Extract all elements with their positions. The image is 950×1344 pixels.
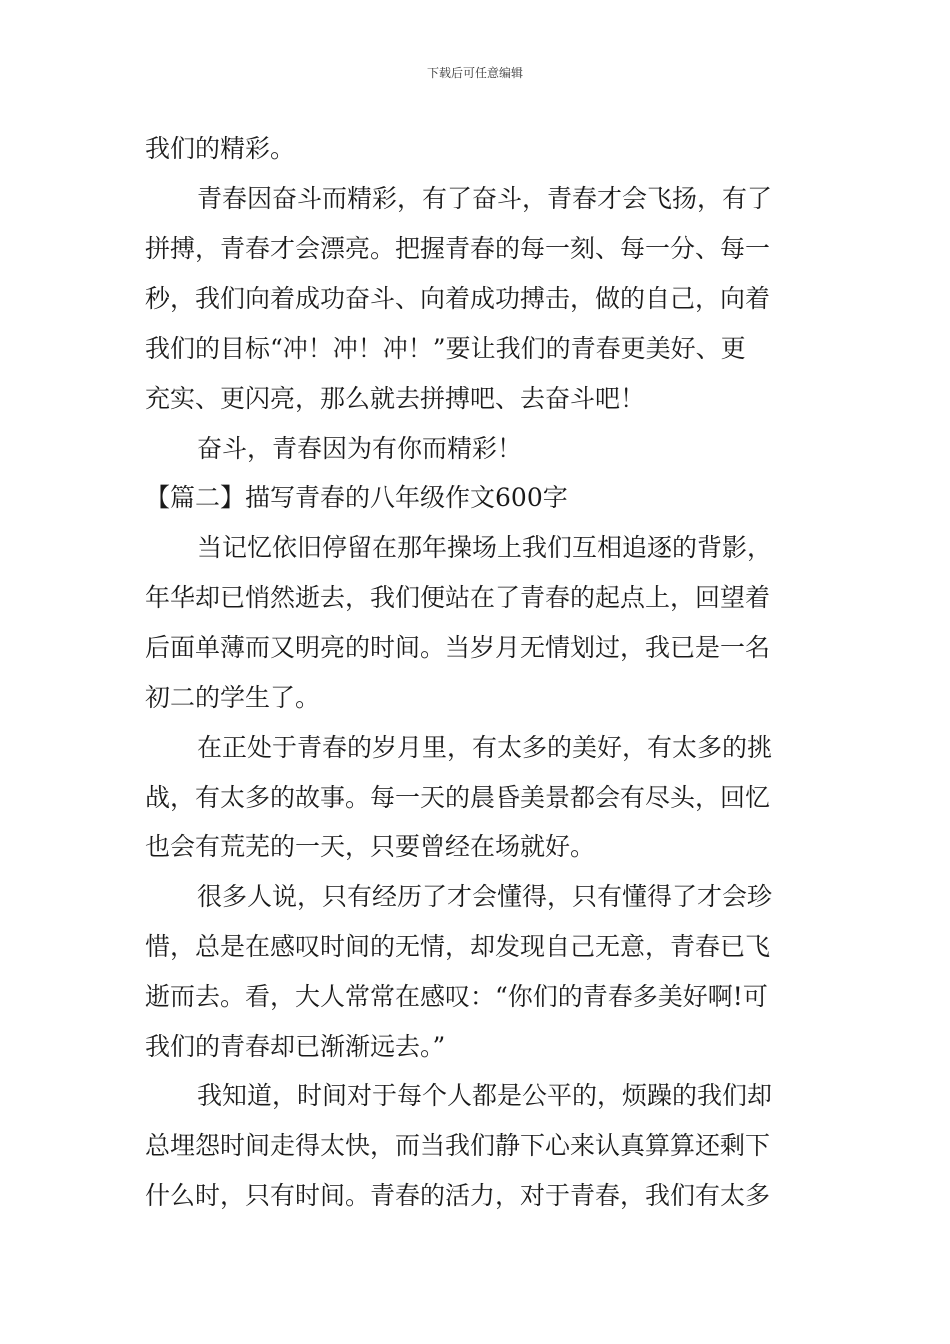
text-line-4: 秒，我们向着成功奋斗、向着成功搏击，做的自己，向着 [145,284,771,313]
section-heading: 【篇二】描写青春的八年级作文600字 [145,483,568,512]
text-line-12: 初二的学生了。 [145,683,321,712]
text-line-6: 充实、更闪亮，那么就去拼搏吧、去奋斗吧！ [145,384,646,413]
text-line-20: 我知道，时间对于每个人都是公平的，烦躁的我们却 [197,1081,773,1110]
text-line-3: 拼搏，青春才会漂亮。把握青春的每一刻、每一分、每一 [145,234,771,263]
text-line-10: 年华却已悄然逝去，我们便站在了青春的起点上，回望着 [145,583,771,612]
text-line-17: 惜，总是在感叹时间的无情，却发现自己无意，青春已飞 [145,932,771,961]
page-header: 下载后可任意编辑 [426,66,523,80]
text-line-21: 总埋怨时间走得太快，而当我们静下心来认真算算还剩下 [145,1131,771,1160]
text-line-13: 在正处于青春的岁月里，有太多的美好，有太多的挑 [197,733,773,762]
text-line-2: 青春因奋斗而精彩，有了奋斗，青春才会飞扬，有了 [197,184,773,213]
text-line-18: 逝而去。看，大人常常在感叹：“你们的青春多美好啊!可 [145,982,768,1011]
text-line-11: 后面单薄而又明亮的时间。当岁月无情划过，我已是一名 [145,633,771,662]
text-line-7: 奋斗，青春因为有你而精彩！ [197,434,523,463]
text-line-14: 战，有太多的故事。每一天的晨昏美景都会有尽头，回忆 [145,783,771,812]
text-line-19: 我们的青春却已渐渐远去。” [145,1032,446,1061]
text-line-5: 我们的目标“冲！冲！冲！”要让我们的青春更美好、更 [145,334,746,363]
text-line-9: 当记忆依旧停留在那年操场上我们互相追逐的背影， [197,533,773,562]
text-line-15: 也会有荒芜的一天，只要曾经在场就好。 [145,832,596,861]
text-line-22: 什么时，只有时间。青春的活力，对于青春，我们有太多 [145,1181,771,1210]
text-line-1: 我们的精彩。 [145,134,296,163]
text-line-16: 很多人说，只有经历了才会懂得，只有懂得了才会珍 [197,882,773,911]
